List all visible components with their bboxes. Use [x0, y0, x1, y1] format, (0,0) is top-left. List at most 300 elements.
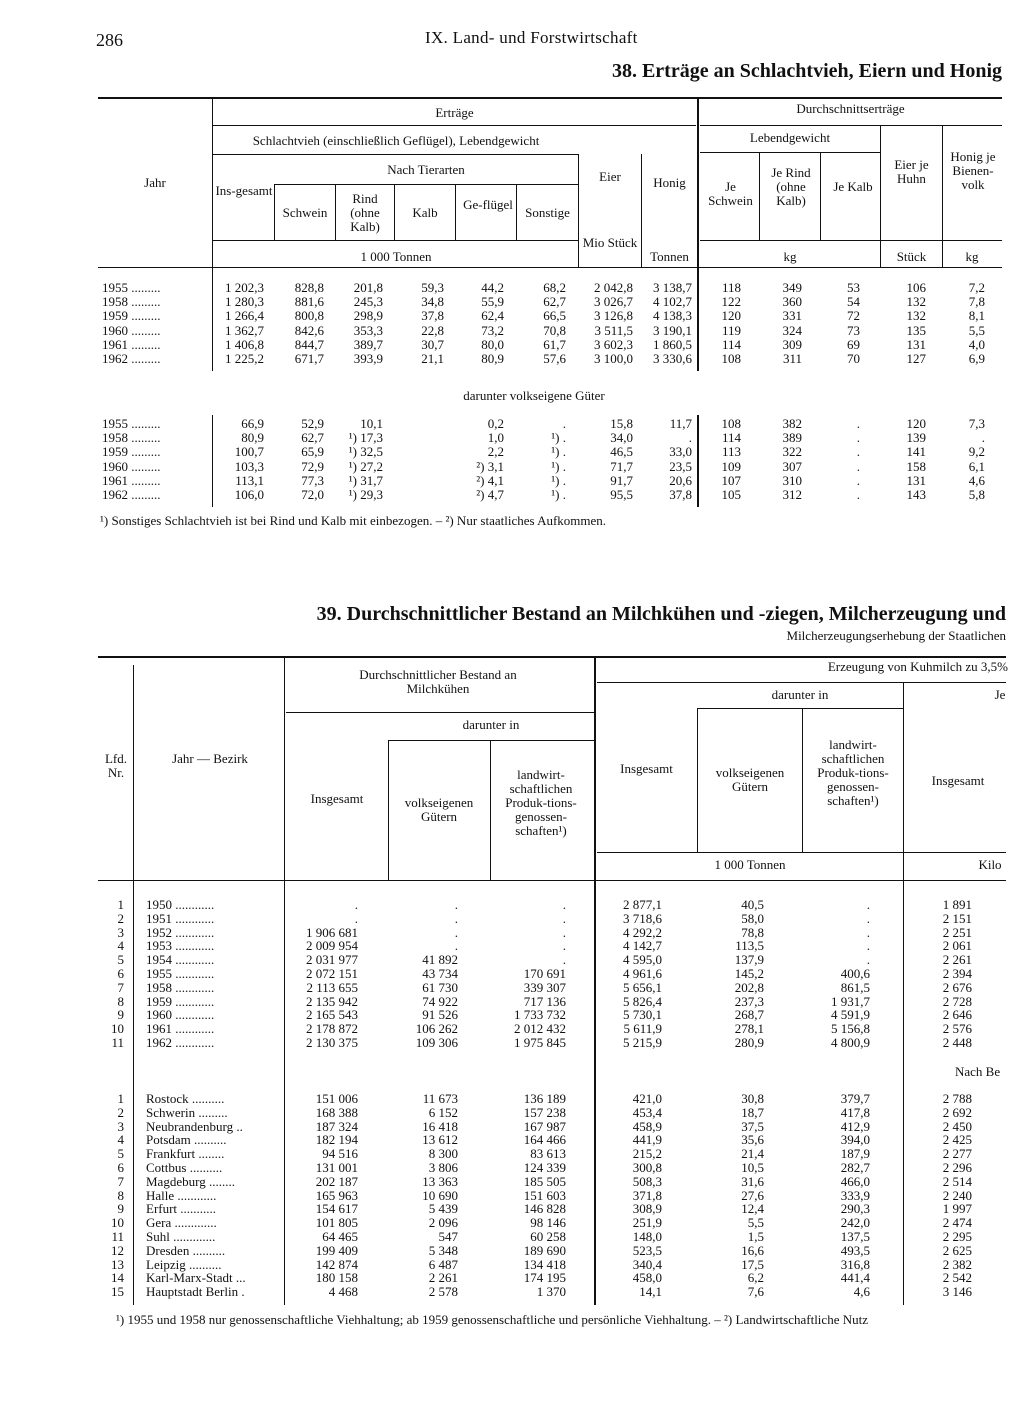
t38b-row-cell: . — [856, 472, 860, 488]
t38b-row-cell: 20,6 — [669, 472, 692, 488]
t39-bezirk-row-cell: 4 468 — [328, 1284, 358, 1300]
t39-bezirk-row-cell: 441,9 — [632, 1132, 662, 1148]
t39-year-row-cell: 2 394 — [942, 966, 972, 981]
t38a-row-cell: 73,2 — [481, 322, 504, 338]
t38-header-eier: Eier — [599, 169, 621, 184]
t38a-row-cell: 127 — [906, 351, 926, 366]
t38a-row-cell: 1 202,3 — [225, 280, 264, 295]
t38-unit-kg2: kg — [965, 249, 979, 264]
t39-bezirk-row-cell: 9 — [117, 1201, 124, 1217]
t39-bezirk-row-cell: 412,9 — [840, 1118, 870, 1134]
t38a-row-cell: 4,0 — [968, 336, 985, 352]
t38a-row-cell: 1955 ......... — [102, 280, 161, 295]
t39-bezirk-row-cell: 5 — [117, 1146, 124, 1162]
t39-bezirk-row-cell: 379,7 — [840, 1091, 870, 1106]
t38b-row-cell: . — [856, 487, 860, 502]
t39-bezirk-row-cell: 371,8 — [632, 1187, 662, 1203]
t39-bezirk-row-cell: Halle ............ — [146, 1187, 217, 1203]
t39-bezirk-row-cell: 316,8 — [840, 1256, 870, 1272]
t39-year-row-cell: 3 — [117, 924, 124, 940]
t39-bezirk-row-cell: 2 578 — [428, 1284, 458, 1300]
t38b-row-cell: 131 — [906, 472, 926, 488]
t39-bezirk-row-cell: 10 690 — [422, 1187, 458, 1203]
t39-bezirk-row-cell: 202 187 — [315, 1173, 358, 1189]
t39-bezirk-row-cell: 35,6 — [741, 1132, 764, 1148]
t39-bezirk-row-cell: 2 450 — [942, 1118, 972, 1134]
t39-bezirk-row-cell: 13 612 — [422, 1132, 458, 1148]
t39-year-row-cell: 1953 ............ — [146, 938, 215, 954]
t38a-row-cell: 324 — [782, 322, 802, 338]
t38a-row-cell: 389,7 — [353, 336, 383, 352]
t38b-row-cell: 382 — [782, 416, 802, 431]
t38a-row-cell: 3 138,7 — [653, 280, 692, 295]
t38a-row-cell: 3 026,7 — [594, 294, 633, 310]
t39-bezirk-row-cell: Suhl ............. — [146, 1229, 216, 1244]
t39-bezirk-row-cell: 27,6 — [741, 1187, 764, 1203]
t39-bezirk-row-cell: 15 — [111, 1284, 124, 1300]
t38a-row-cell: 3 511,5 — [594, 322, 633, 338]
t38a-row-cell: 44,2 — [481, 280, 504, 295]
t39-bezirk-row-cell: 37,5 — [741, 1118, 764, 1134]
t39-bezirk-row-cell: 14,1 — [639, 1284, 662, 1300]
t39-bezirk-row-cell: 2 296 — [942, 1160, 972, 1175]
t39-bezirk-row-cell: 300,8 — [632, 1160, 662, 1175]
t39-footnote: ¹) 1955 und 1958 nur genossenschaftliche Viehhaltung; ab 1959 genossenschaftliche und persönliche Viehhaltung. – ²) Landwirtschaftliche Nutz — [116, 1312, 868, 1327]
t39-year-row-cell: 5 826,4 — [623, 993, 662, 1009]
t38b-row-cell: ¹) . — [551, 472, 566, 488]
t39-year-row-cell: 78,8 — [741, 924, 764, 940]
t38-header-kalb: Kalb — [412, 205, 438, 220]
t38-header-honig: Honig — [653, 175, 686, 190]
table38-title: 38. Erträge an Schlachtvieh, Eiern und Honig — [611, 60, 1002, 82]
t39-year-row-cell: 1 — [117, 897, 124, 912]
t39-bezirk-row-cell: 187 324 — [315, 1118, 358, 1134]
t39-year-row-cell: 4 595,0 — [623, 952, 662, 968]
t39-bezirk-row-cell: 11 673 — [422, 1091, 458, 1106]
t38b-row-cell: 1960 ......... — [102, 458, 161, 474]
t38a-row-cell: 73 — [847, 322, 860, 338]
t39-bezirk-row-cell: 5 439 — [428, 1201, 458, 1217]
t39-bezirk-row-cell: 2 382 — [942, 1256, 972, 1272]
t39-year-row-cell: 2 113 655 — [306, 979, 358, 995]
t39-bezirk-row-cell: 417,8 — [840, 1104, 870, 1120]
t39-year-row-cell: 2 — [117, 910, 124, 926]
t38b-row-cell: 105 — [721, 487, 741, 502]
t38a-row-cell: 349 — [782, 280, 802, 295]
t38a-row-cell: 3 100,0 — [594, 351, 633, 366]
t39-bezirk-row-cell: 6 — [117, 1160, 124, 1175]
t39-year-row-cell: 2 646 — [942, 1007, 972, 1023]
t39-year-row-cell: 268,7 — [734, 1007, 764, 1023]
t39-year-row-cell: . — [454, 924, 458, 940]
t39-bezirk-row-cell: 8 300 — [428, 1146, 458, 1162]
t39-bezirk-row-cell: 2 240 — [942, 1187, 972, 1203]
t39-bezirk-row-cell: 547 — [438, 1229, 458, 1244]
t39-bezirk-row-cell: 2 692 — [942, 1104, 972, 1120]
t39-year-row-cell: . — [454, 938, 458, 954]
t39-year-row-cell: 5 215,9 — [623, 1035, 662, 1050]
t39-header-lpg2: landwirt-schaftlichen Produk-tions-genossen-schaften¹) — [817, 737, 889, 808]
t39-year-row-cell: . — [866, 952, 870, 968]
t39-year-row-cell: 2 676 — [942, 979, 972, 995]
t39-year-row-cell: 202,8 — [734, 979, 764, 995]
t39-bezirk-row-cell: 421,0 — [632, 1091, 662, 1106]
t38a-row-cell: 1961 ......... — [102, 336, 161, 352]
t39-year-row-cell: 2 448 — [942, 1035, 972, 1050]
t39-bezirk-row-cell: 3 806 — [428, 1160, 458, 1175]
t38b-row-cell: 9,2 — [968, 444, 985, 460]
t38a-row-cell: 1962 ......... — [102, 351, 161, 366]
t38b-row-cell: 2,2 — [487, 444, 504, 460]
t39-year-row-cell: 5 730,1 — [623, 1007, 662, 1023]
t38b-row-cell: 1958 ......... — [102, 430, 161, 446]
t38b-row-cell: 1955 ......... — [102, 416, 161, 431]
t39-unit-kilo: Kilo — [978, 857, 1002, 872]
t39-bezirk-row-cell: 6 487 — [428, 1256, 458, 1272]
t38b-row-cell: 4,6 — [968, 472, 985, 488]
t38b-row-cell: ¹) . — [551, 430, 566, 446]
t38b-row-cell: ¹) 17,3 — [348, 430, 383, 446]
t38b-row-cell: 114 — [721, 430, 741, 446]
t39-bezirk-row-cell: 98 146 — [530, 1215, 566, 1231]
t38a-row-cell: 69 — [847, 336, 860, 352]
t38-header-je-kalb: Je Kalb — [833, 179, 873, 194]
t39-year-row-cell: 170 691 — [523, 966, 566, 981]
t39-year-row-cell: 2 130 375 — [306, 1035, 358, 1050]
t39-bezirk-row-cell: 131 001 — [315, 1160, 358, 1175]
t38a-row-cell: 8,1 — [968, 308, 985, 324]
t39-bezirk-row-cell: 11 — [111, 1229, 124, 1244]
t39-year-row-cell: 2 061 — [942, 938, 972, 954]
t38-header-durchschnitt: Durchschnittserträge — [796, 101, 905, 116]
t38a-row-cell: 3 330,6 — [653, 351, 692, 366]
t38a-row-cell: 57,6 — [543, 351, 566, 366]
t39-year-row-cell: 4 — [117, 938, 124, 954]
t39-bezirk-row-cell: 189 690 — [523, 1242, 566, 1258]
t39-bezirk-row-cell: 21,4 — [741, 1146, 764, 1162]
running-head: IX. Land- und Forstwirtschaft — [425, 28, 638, 47]
t38b-row-cell: 23,5 — [669, 458, 692, 474]
t38a-row-cell: 881,6 — [294, 294, 324, 310]
t38a-row-cell: 62,7 — [543, 294, 566, 310]
t39-header-volkseigen2: volkseigenen Gütern — [715, 765, 785, 794]
t38b-row-cell: 72,9 — [301, 458, 324, 474]
t39-year-row-cell: 2 877,1 — [623, 897, 662, 912]
t39-bezirk-row-cell: 182 194 — [315, 1132, 358, 1148]
t38b-row-cell: 113 — [721, 444, 741, 460]
t39-bezirk-row-cell: 2 625 — [942, 1242, 972, 1258]
t38a-row-cell: 80,0 — [481, 336, 504, 352]
t39-bezirk-row-cell: 458,9 — [632, 1118, 662, 1134]
t38b-row-cell: 389 — [782, 430, 802, 446]
t39-year-row-cell: 1960 ............ — [146, 1007, 215, 1023]
t39-header-jahr-bezirk: Jahr — Bezirk — [172, 751, 248, 766]
t39-year-row-cell: 2 072 151 — [306, 966, 358, 981]
t38-section2-label: darunter volkseigene Güter — [463, 388, 605, 403]
t38b-row-cell: 46,5 — [610, 444, 633, 460]
t38a-row-cell: 3 602,3 — [594, 336, 633, 352]
t39-bezirk-row-cell: 4,6 — [853, 1284, 870, 1300]
t39-year-row-cell: 5 156,8 — [831, 1021, 870, 1037]
t38b-row-cell: 62,7 — [301, 430, 324, 446]
t38b-row-cell: ¹) 32,5 — [348, 444, 383, 460]
t38b-row-cell: 106,0 — [234, 487, 264, 502]
t39-year-row-cell: 2 576 — [942, 1021, 972, 1037]
t38a-row-cell: 3 126,8 — [594, 308, 633, 324]
t39-bezirk-row-cell: 167 987 — [523, 1118, 566, 1134]
t38-header-eier-huhn: Eier je Huhn — [894, 157, 929, 186]
t38b-row-cell: 33,0 — [669, 444, 692, 460]
t39-bezirk-row-cell: Hauptstadt Berlin . — [146, 1284, 245, 1300]
t39-year-row-cell: 5 611,9 — [623, 1021, 662, 1037]
t38a-row-cell: 1 280,3 — [225, 294, 264, 310]
t38b-row-cell: ¹) 27,2 — [348, 458, 383, 474]
t39-bezirk-row-cell: 5,5 — [747, 1215, 764, 1231]
t39-year-row-cell: . — [454, 897, 458, 912]
t38-footnote: ¹) Sonstiges Schlachtvieh ist bei Rind und Kalb mit einbezogen. – ²) Nur staatliches Aufkommen. — [100, 513, 607, 528]
t38b-row-cell: 6,1 — [968, 458, 985, 474]
t39-year-row-cell: 1958 ............ — [146, 979, 215, 995]
t38b-row-cell: 91,7 — [610, 472, 633, 488]
t39-bezirk-row-cell: 2 474 — [942, 1215, 972, 1231]
t38b-row-cell: 7,3 — [968, 416, 985, 431]
t39-year-row-cell: 9 — [117, 1007, 124, 1023]
t38-header-ertraege: Erträge — [435, 105, 474, 120]
t39-bezirk-row-cell: Gera ............. — [146, 1215, 217, 1231]
t39-year-row-cell: 91 526 — [422, 1007, 458, 1023]
t38b-row-cell: ²) 4,7 — [476, 487, 504, 502]
t39-bezirk-row-cell: 2 788 — [942, 1091, 972, 1106]
t39-year-row-cell: 2 178 872 — [306, 1021, 358, 1037]
t39-bezirk-row-cell: 137,5 — [840, 1229, 870, 1244]
t39-bezirk-row-cell: 83 613 — [530, 1146, 566, 1162]
t39-year-row-cell: . — [354, 897, 358, 912]
t38b-row-cell: 1,0 — [487, 430, 504, 446]
t38a-row-cell: 72 — [847, 308, 860, 324]
t39-year-row-cell: 339 307 — [523, 979, 566, 995]
t38-unit-tonnen: Tonnen — [650, 249, 689, 264]
t38a-row-cell: 331 — [782, 308, 802, 324]
t38b-row-cell: ²) 4,1 — [476, 472, 504, 488]
t39-bezirk-row-cell: 290,3 — [840, 1201, 870, 1217]
t39-bezirk-row-cell: 2 295 — [942, 1229, 972, 1244]
t39-bezirk-row-cell: Dresden .......... — [146, 1242, 226, 1258]
t38b-row-cell: 158 — [906, 458, 926, 474]
t39-year-row-cell: 2 728 — [942, 993, 972, 1009]
t39-year-row-cell: 1951 ............ — [146, 910, 215, 926]
t38a-row-cell: 800,8 — [294, 308, 324, 324]
t38a-row-cell: 106 — [906, 280, 926, 295]
t39-year-row-cell: 5 — [117, 952, 124, 968]
t39-bezirk-row-cell: 6,2 — [747, 1270, 764, 1286]
t39-year-row-cell: 106 262 — [415, 1021, 458, 1037]
t39-bezirk-row-cell: 136 189 — [523, 1091, 566, 1106]
t39-year-row-cell: 5 656,1 — [623, 979, 662, 995]
t39-year-row-cell: . — [354, 910, 358, 926]
t39-year-row-cell: 717 136 — [523, 993, 566, 1009]
t39-header-darunter: darunter in — [462, 717, 520, 732]
t39-bezirk-row-cell: Cottbus .......... — [146, 1160, 223, 1175]
t39-year-row-cell: 1961 ............ — [146, 1021, 215, 1037]
t38a-row-cell: 7,2 — [968, 280, 985, 295]
t38a-row-cell: 1 266,4 — [225, 308, 264, 324]
t38a-row-cell: 30,7 — [421, 336, 444, 352]
t39-bezirk-row-cell: 2 096 — [428, 1215, 458, 1231]
t39-header-darunter2: darunter in — [771, 687, 829, 702]
t38a-row-cell: 61,7 — [543, 336, 566, 352]
t38a-row-cell: 4 102,7 — [653, 294, 692, 310]
t39-bezirk-row-cell: 165 963 — [315, 1187, 358, 1203]
t39-year-row-cell: 280,9 — [734, 1035, 764, 1050]
t39-year-row-cell: 2 012 432 — [514, 1021, 566, 1037]
t38b-row-cell: 34,0 — [610, 430, 633, 446]
t38b-row-cell: 1962 ......... — [102, 487, 161, 502]
t39-bezirk-row-cell: 13 — [111, 1256, 124, 1272]
t39-bezirk-row-cell: Schwerin ......... — [146, 1104, 228, 1120]
t38a-row-cell: 119 — [721, 322, 741, 338]
t39-year-row-cell: . — [562, 897, 566, 912]
t38a-row-cell: 671,7 — [294, 351, 324, 366]
t38a-row-cell: 393,9 — [353, 351, 383, 366]
t38a-row-cell: 55,9 — [481, 294, 504, 310]
t39-header-lfd: Lfd. Nr. — [104, 751, 128, 780]
page-number: 286 — [96, 30, 123, 50]
t38b-row-cell: ¹) 29,3 — [348, 487, 383, 502]
t39-year-row-cell: . — [866, 910, 870, 926]
t39-year-row-cell: 137,9 — [734, 952, 764, 968]
t39-bezirk-row-cell: 18,7 — [741, 1104, 764, 1120]
t39-year-row-cell: 1955 ............ — [146, 966, 215, 981]
t39-year-row-cell: . — [562, 952, 566, 968]
t38a-row-cell: 131 — [906, 336, 926, 352]
t38a-row-cell: 1 362,7 — [225, 322, 264, 338]
t39-bezirk-row-cell: 7,6 — [747, 1284, 764, 1300]
t39-year-row-cell: 3 718,6 — [623, 910, 662, 926]
t39-header-insgesamt3: Insgesamt — [931, 773, 985, 788]
t39-year-row-cell: 2 031 977 — [306, 952, 358, 968]
t39-year-row-cell: 10 — [111, 1021, 124, 1037]
t39-bezirk-row-cell: 12 — [111, 1242, 124, 1258]
t38b-row-cell: 143 — [906, 487, 926, 502]
t39-bezirk-row-cell: 3 146 — [942, 1284, 972, 1300]
t39-year-row-cell: 237,3 — [734, 993, 764, 1009]
t39-bezirk-row-cell: 1 997 — [942, 1201, 972, 1217]
t39-bezirk-row-cell: 4 — [117, 1132, 124, 1148]
t38-header-gefluegel: Ge-flügel — [463, 197, 513, 212]
t39-header-je: Je — [994, 687, 1006, 702]
t39-bezirk-row-cell: 308,9 — [632, 1201, 662, 1217]
t39-year-row-cell: 145,2 — [734, 966, 764, 981]
t38b-row-cell: 15,8 — [610, 416, 633, 431]
t39-header-erzeugung: Erzeugung von Kuhmilch zu 3,5% — [827, 659, 1008, 674]
t39-bezirk-row-cell: 2 — [117, 1104, 124, 1120]
t38a-row-cell: 842,6 — [294, 322, 324, 338]
t38b-row-cell: 100,7 — [234, 444, 264, 460]
t39-bezirk-row-cell: 508,3 — [632, 1173, 662, 1189]
t38a-row-cell: 66,5 — [543, 308, 566, 324]
t39-header-lpg: landwirt-schaftlichen Produk-tions-genossen-schaften¹) — [505, 767, 577, 838]
t39-bezirk-row-cell: 199 409 — [315, 1242, 358, 1258]
t39-year-row-cell: 4 961,6 — [623, 966, 662, 981]
t38a-row-cell: 5,5 — [968, 322, 985, 338]
t39-year-row-cell: 11 — [111, 1035, 124, 1050]
t38b-row-cell: 1961 ......... — [102, 472, 161, 488]
t39-bezirk-row-cell: 185 505 — [523, 1173, 566, 1189]
t39-year-row-cell: 2 251 — [942, 924, 972, 940]
t39-year-row-cell: 278,1 — [734, 1021, 764, 1037]
t38b-row-cell: 141 — [906, 444, 926, 460]
t39-bezirk-row-cell: 134 418 — [523, 1256, 566, 1272]
t39-header-volkseigen: volkseigenen Gütern — [404, 795, 474, 824]
t38b-row-cell: 71,7 — [610, 458, 633, 474]
t39-bezirk-row-cell: Rostock .......... — [146, 1091, 225, 1106]
t39-bezirk-row-cell: 101 805 — [315, 1215, 358, 1231]
table39-subtitle: Milcherzeugungserhebung der Staatlichen — [786, 628, 1006, 643]
t39-bezirk-row-cell: 1,5 — [747, 1229, 764, 1244]
t39-bezirk-row-cell: 30,8 — [741, 1091, 764, 1106]
t39-year-row-cell: . — [562, 938, 566, 954]
t39-year-row-cell: 4 292,2 — [623, 924, 662, 940]
t38a-row-cell: 34,8 — [421, 294, 444, 310]
t38a-row-cell: 1958 ......... — [102, 294, 161, 310]
t38-header-je-schwein: Je Schwein — [708, 179, 753, 208]
t38a-row-cell: 114 — [721, 336, 741, 352]
t39-bezirk-row-cell: 3 — [117, 1118, 124, 1134]
t38a-row-cell: 311 — [782, 351, 802, 366]
t39-year-row-cell: 58,0 — [741, 910, 764, 926]
t38a-row-cell: 1 225,2 — [225, 351, 264, 366]
t39-year-row-cell: 6 — [117, 966, 124, 981]
t38b-row-cell: ¹) . — [551, 444, 566, 460]
t38a-row-cell: 1 406,8 — [225, 336, 264, 352]
t39-bezirk-row-cell: Frankfurt ........ — [146, 1146, 225, 1162]
t38a-row-cell: 70 — [847, 351, 860, 366]
t38-header-tierarten: Nach Tierarten — [387, 162, 465, 177]
t38-unit-mio: Mio Stück — [582, 235, 638, 250]
t39-bezirk-row-cell: 340,4 — [632, 1256, 662, 1272]
t39-bezirk-row-cell: 16,6 — [741, 1242, 764, 1258]
table39-title: 39. Durchschnittlicher Bestand an Milchkühen und -ziegen, Milcherzeugung und — [316, 603, 1006, 625]
t38b-row-cell: 139 — [906, 430, 926, 446]
t38b-row-cell: 5,8 — [968, 487, 985, 502]
t39-bezirk-row-cell: 124 339 — [523, 1160, 566, 1175]
t38b-row-cell: 107 — [721, 472, 741, 488]
t39-year-row-cell: 4 142,7 — [623, 938, 662, 954]
t38a-row-cell: 132 — [906, 308, 926, 324]
t38a-row-cell: 1 860,5 — [653, 336, 692, 352]
t39-year-row-cell: 74 922 — [422, 993, 458, 1009]
t39-bezirk-row-cell: 7 — [117, 1173, 124, 1189]
t39-year-row-cell: 113,5 — [735, 938, 764, 954]
t38a-row-cell: 1959 ......... — [102, 308, 161, 324]
t38b-row-cell: ¹) 31,7 — [348, 472, 383, 488]
t39-year-row-cell: . — [562, 910, 566, 926]
t39-bezirk-row-cell: Neubrandenburg .. — [146, 1118, 243, 1134]
t39-year-row-cell: 861,5 — [840, 979, 870, 995]
t38-unit-stueck: Stück — [896, 249, 927, 264]
t38a-row-cell: 59,3 — [421, 280, 444, 295]
t38a-row-cell: 2 042,8 — [594, 280, 633, 295]
t39-bezirk-row-cell: 60 258 — [530, 1229, 566, 1244]
t39-bezirk-row-cell: 333,9 — [840, 1187, 870, 1203]
t39-year-row-cell: 2 135 942 — [306, 993, 358, 1009]
t38a-row-cell: 245,3 — [353, 294, 383, 310]
t39-bezirk-row-cell: 64 465 — [322, 1229, 358, 1244]
t39-bezirk-row-cell: 242,0 — [840, 1215, 870, 1231]
t38a-row-cell: 7,8 — [968, 294, 985, 310]
t38a-row-cell: 6,9 — [968, 351, 985, 366]
t39-bezirk-row-cell: 2 542 — [942, 1270, 972, 1286]
